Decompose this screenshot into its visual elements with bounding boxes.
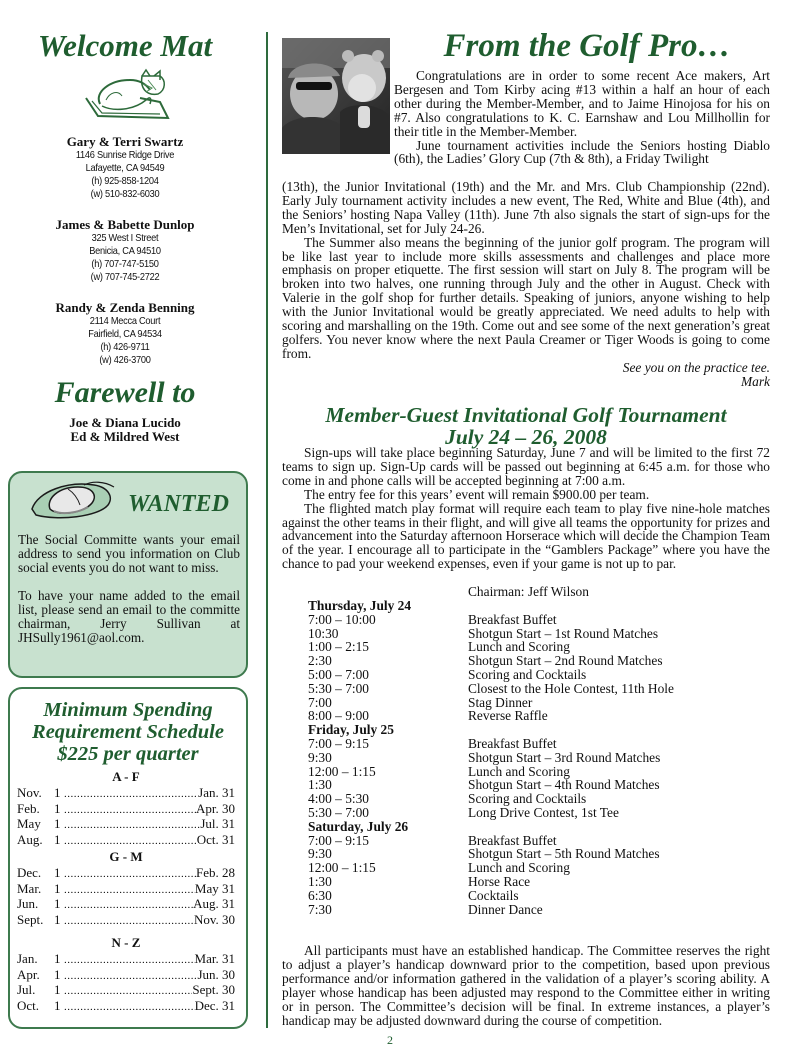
event-name: Reverse Raffle [468, 708, 548, 724]
schedule-event [308, 778, 748, 792]
spending-row [17, 833, 235, 849]
spending-group-label: N - Z [111, 935, 141, 950]
schedule-event [308, 889, 748, 903]
schedule-event [308, 737, 748, 751]
contact-city: Benicia, CA 94510 [89, 245, 161, 257]
spending-start-day: 1 [54, 997, 61, 1013]
schedule-event [308, 903, 748, 917]
spending-group-label: A - F [112, 769, 140, 784]
contact-address: 325 West I Street [91, 232, 159, 244]
event-time: 12:00 – 1:15 [308, 860, 376, 876]
golf-pro-photo [282, 38, 390, 154]
golf-pro-paragraph: June tournament activities include the Seniors hosting Diablo (6th), the Ladies’ Glory Cup (7th & 8th), a Friday Twilight [394, 137, 770, 167]
member-guest-paragraph: The flighted match play format will require each team to play five nine-hole matches against the other teams in their flight, and will give all teams the opportunity for prizes and advancement into the Saturday afternoon Horserace which will decide the Champion Team of the year. I encourage all to participate in the “Gamblers Package” where you have the chance to pad your weekend expenses, even if your game is not up to par. [282, 500, 770, 572]
handicap-notice [282, 944, 770, 1027]
contact-work-phone: (w) 707-745-2722 [90, 271, 160, 283]
golf-pro-body [282, 180, 770, 389]
spending-start-month: Oct. [17, 997, 40, 1013]
spending-end-date: Mar. 31 [194, 951, 235, 966]
spending-start-day: 1 [54, 831, 61, 847]
schedule-day: Saturday, July 26 [308, 818, 409, 834]
farewell-names [0, 416, 250, 444]
event-name: Breakfast Buffet [468, 832, 557, 848]
contact-city: Fairfield, CA 94534 [88, 328, 162, 340]
tournament-schedule [308, 599, 748, 916]
computer-mouse-icon [28, 479, 116, 521]
spending-row [17, 882, 235, 898]
spending-end-date: Jul. 31 [200, 816, 235, 831]
event-time: 7:00 – 9:15 [308, 832, 370, 848]
spending-group-label: G - M [109, 849, 143, 864]
contact-city: Lafayette, CA 94549 [85, 162, 165, 174]
spending-start-month: Aug. [17, 831, 43, 847]
event-time: 5:00 – 7:00 [308, 666, 370, 682]
schedule-event [308, 709, 748, 723]
schedule-event [308, 696, 748, 710]
spending-row [17, 952, 235, 968]
contact-card [0, 217, 250, 284]
contact-name: Gary & Terri Swartz [66, 134, 184, 149]
event-time: 7:00 – 10:00 [308, 611, 376, 627]
contact-name: James & Babette Dunlop [55, 217, 195, 232]
spending-end-date: Dec. 31 [194, 997, 235, 1013]
spending-end-date: Sept. 30 [192, 982, 235, 997]
spending-end-date: May 31 [194, 880, 235, 896]
spending-row [17, 968, 235, 984]
golf-pro-signoff: See you on the practice tee. [622, 359, 770, 375]
wanted-paragraph: To have your name added to the email list, please send an email to the committe chairman, Jerry Sullivan at JHSully1961@aol.com. [18, 588, 240, 645]
schedule-event [308, 613, 748, 627]
event-name: Cocktails [468, 887, 519, 903]
member-guest-intro [282, 446, 770, 571]
schedule-event [308, 640, 748, 654]
golf-pro-signature: Mark [740, 373, 770, 389]
leader-dots [64, 804, 196, 818]
spending-row [17, 786, 235, 802]
schedule-event [308, 654, 748, 668]
event-time: 6:30 [308, 887, 332, 903]
wanted-text [18, 533, 240, 659]
event-name: Shotgun Start – 3rd Round Matches [468, 749, 661, 765]
event-time: 1:00 – 2:15 [308, 639, 370, 655]
event-name: Shotgun Start – 1st Round Matches [468, 625, 659, 641]
spending-start-month: Mar. [17, 880, 42, 896]
event-time: 1:30 [308, 873, 332, 889]
contact-address: 2114 Mecca Court [89, 315, 161, 327]
spending-title-line: Requirement Schedule [32, 721, 224, 743]
wanted-paragraph: The Social Committe wants your email address to send you information on Club social events you do not want to miss. [18, 532, 240, 575]
leader-dots [64, 899, 193, 913]
event-name: Lunch and Scoring [468, 860, 570, 876]
event-time: 2:30 [308, 653, 332, 669]
golf-pro-paragraph: The Summer also means the beginning of the junior golf program. The program will be like last year to include more skills assessments and challenges and place more emphasis on proper etiquette. The first session will start on July 8. The program will be broken into two halves, one running through July and the other in August. Check with Valerie in the golf shop for further details. Speaking of juniors, anyone wishing to help with the Junior Invitational would be greatly appreciated. We need adults to help with scoring and marshalling on the 19th. Come out and see some of the next generation’s great golfers. You never know where the next Paula Creamer or Tiger Woods is going to come from. [282, 234, 770, 361]
event-time: 12:00 – 1:15 [308, 763, 376, 779]
event-name: Horse Race [468, 873, 531, 889]
leader-dots [64, 819, 200, 833]
schedule-event [308, 806, 748, 820]
contact-work-phone: (w) 510-832-6030 [90, 188, 160, 200]
spending-end-date: Feb. 28 [196, 865, 235, 880]
event-time: 8:00 – 9:00 [308, 708, 370, 724]
cat-on-mat-icon [80, 68, 174, 120]
contact-home-phone: (h) 925-858-1204 [91, 175, 159, 187]
event-time: 7:00 – 9:15 [308, 735, 370, 751]
event-time: 5:30 – 7:00 [308, 804, 370, 820]
leader-dots [64, 868, 196, 882]
contact-work-phone: (w) 426-3700 [99, 354, 151, 366]
contact-address: 1146 Sunrise Ridge Drive [75, 149, 175, 161]
spending-start-day: 1 [54, 865, 61, 880]
spending-start-month: Jul. [17, 982, 36, 997]
spending-start-month: Apr. [17, 966, 40, 982]
spending-row [17, 802, 235, 818]
schedule-event [308, 682, 748, 696]
leader-dots [64, 788, 198, 802]
leader-dots [64, 985, 192, 999]
leader-dots [64, 954, 195, 968]
event-time: 9:30 [308, 749, 332, 765]
event-name: Scoring and Cocktails [468, 666, 587, 682]
spending-start-day: 1 [54, 816, 61, 831]
golf-pro-intro [394, 69, 770, 166]
spending-start-day: 1 [54, 896, 61, 911]
member-guest-paragraph: Sign-ups will take place beginning Saturday, June 7 and will be limited to the first 72 teams to sign up. Sign-Up cards will be passed out beginning at 6:45 a.m. for those who come in and phone calls will be accepted beginning at 7:00 a.m. [282, 445, 770, 488]
event-name: Closest to the Hole Contest, 11th Hole [468, 680, 674, 696]
handicap-paragraph: All participants must have an established handicap. The Committee reserves the right to adjust a player’s handicap downward prior to the competition, based upon previous performance and/or information gathered in the validation of a player’s scoring ability. A player whose handicap has been adjusted may respond to the Committee either in writing or in person. The Committee’s decision will be final. In extreme instances, a player’s handicap may be adjusted downward during the course of competition. [282, 943, 770, 1028]
event-time: 1:30 [308, 777, 332, 793]
leader-dots [64, 835, 197, 849]
schedule-event [308, 861, 748, 875]
member-guest-paragraph: The entry fee for this years’ event will remain $900.00 per team. [304, 486, 650, 502]
schedule-event [308, 792, 748, 806]
welcome-mat-title: Welcome Mat [37, 28, 213, 63]
golf-pro-paragraph: Congratulations are in order to some recent Ace makers, Art Bergesen and Tom Kirby acing #13 within a half an hour of each other during the Member-Member, and to Jaime Hinojosa for his on #7. Also congratulations to K. C. Earnshaw and Lou Millhollin for their title in the Member-Member. [394, 68, 770, 139]
leader-dots [64, 1001, 195, 1015]
member-guest-dates: July 24 – 26, 2008 [445, 425, 607, 449]
leader-dots [64, 970, 197, 984]
schedule-event [308, 834, 748, 848]
event-name: Stag Dinner [468, 694, 533, 710]
spending-start-month: May [17, 816, 41, 831]
schedule-day: Friday, July 25 [308, 722, 394, 738]
event-time: 5:30 – 7:00 [308, 680, 370, 696]
spending-end-date: Aug. 31 [193, 896, 235, 911]
spending-group [17, 849, 235, 928]
spending-end-date: Oct. 31 [196, 831, 235, 847]
farewell-title: Farewell to [54, 376, 196, 409]
chairman-line: Chairman: Jeff Wilson [468, 584, 589, 599]
contact-home-phone: (h) 426-9711 [100, 341, 150, 353]
event-name: Long Drive Contest, 1st Tee [468, 804, 619, 820]
schedule-event [308, 847, 748, 861]
spending-row [17, 999, 235, 1015]
column-divider [266, 32, 268, 1028]
spending-start-month: Dec. [17, 865, 42, 880]
spending-row [17, 897, 235, 913]
spending-end-date: Nov. 30 [193, 911, 235, 927]
event-name: Scoring and Cocktails [468, 791, 587, 807]
event-time: 7:30 [308, 901, 332, 917]
event-time: 10:30 [308, 625, 339, 641]
event-name: Shotgun Start – 4th Round Matches [468, 777, 660, 793]
spending-end-date: Jun. 30 [197, 966, 235, 982]
spending-title-line: Minimum Spending [43, 699, 213, 721]
spending-row [17, 866, 235, 882]
wanted-box [8, 471, 248, 678]
spending-price: $225 per quarter [57, 743, 199, 765]
leader-dots [64, 884, 195, 898]
event-name: Shotgun Start – 2nd Round Matches [468, 653, 663, 669]
schedule-day: Thursday, July 24 [308, 598, 412, 613]
spending-end-date: Apr. 30 [196, 800, 235, 816]
schedule-event [308, 765, 748, 779]
spending-start-day: 1 [54, 982, 61, 997]
spending-row [17, 983, 235, 999]
spending-start-month: Sept. [17, 911, 44, 927]
schedule-event [308, 668, 748, 682]
spending-start-day: 1 [54, 785, 61, 800]
page-number: 2 [387, 1033, 393, 1047]
spending-group [17, 769, 235, 848]
contact-card [0, 300, 250, 367]
spending-group [17, 935, 235, 1014]
farewell-name: Ed & Mildred West [70, 429, 180, 444]
schedule-event [308, 751, 748, 765]
event-name: Lunch and Scoring [468, 639, 570, 655]
spending-schedule-box [8, 687, 248, 1029]
schedule-event [308, 627, 748, 641]
event-name: Breakfast Buffet [468, 611, 557, 627]
spending-start-month: Jun. [17, 896, 39, 911]
contact-name: Randy & Zenda Benning [55, 300, 195, 315]
member-guest-heading: Member-Guest Invitational Golf Tournament [325, 403, 727, 427]
event-time: 4:00 – 5:30 [308, 791, 370, 807]
golf-pro-paragraph: (13th), the Junior Invitational (19th) and the Mr. and Mrs. Club Championship (22nd). Early July tournament activity includes a new event, The Red, White and Blue (4th), and the Seniors’ hosting Napa Valley (11th). June 7th also signals the start of sign-ups for the Men’s Invitational, set for July 24-26. [282, 179, 770, 236]
wanted-title: WANTED [128, 491, 229, 517]
event-time: 9:30 [308, 846, 332, 862]
spending-title [10, 699, 246, 765]
event-name: Dinner Dance [468, 901, 543, 917]
spending-end-date: Jan. 31 [198, 785, 235, 800]
farewell-name: Joe & Diana Lucido [69, 415, 181, 430]
spending-start-day: 1 [54, 911, 61, 927]
spending-start-month: Feb. [17, 800, 40, 816]
contact-home-phone: (h) 707-747-5150 [91, 258, 159, 270]
spending-row [17, 817, 235, 833]
event-name: Lunch and Scoring [468, 763, 570, 779]
spending-start-day: 1 [54, 880, 61, 896]
spending-start-day: 1 [54, 800, 61, 816]
event-name: Shotgun Start – 5th Round Matches [468, 846, 660, 862]
spending-start-day: 1 [54, 966, 61, 982]
event-name: Breakfast Buffet [468, 735, 557, 751]
leader-dots [64, 915, 194, 929]
member-guest-title [282, 404, 770, 448]
schedule-event [308, 875, 748, 889]
event-time: 7:00 [308, 694, 332, 710]
spending-start-month: Jan. [17, 951, 38, 966]
spending-row [17, 913, 235, 929]
contact-card [0, 134, 250, 201]
golf-pro-title: From the Golf Pro… [443, 28, 731, 64]
spending-start-day: 1 [54, 951, 61, 966]
spending-start-month: Nov. [17, 785, 42, 800]
